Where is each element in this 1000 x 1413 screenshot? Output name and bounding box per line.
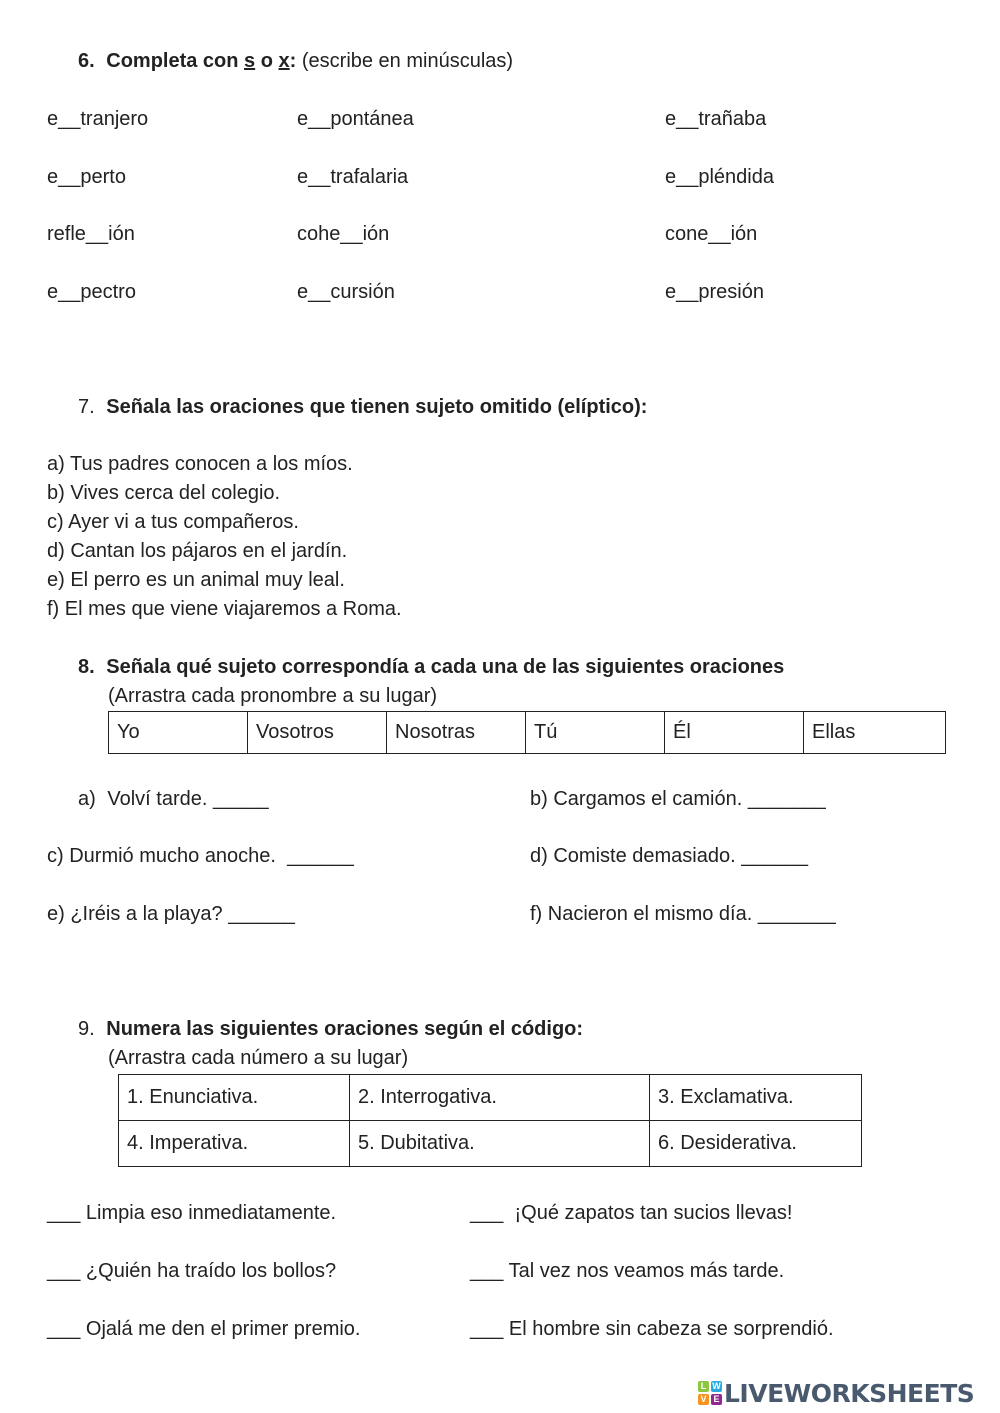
pronoun-tu[interactable]: Tú [526,712,665,754]
q8-sentence-d[interactable]: d) Comiste demasiado. ______ [530,845,808,867]
pronoun-el[interactable]: Él [665,712,804,754]
q8-title: Señala qué sujeto correspondía a cada una de las siguientes oraciones [106,656,785,678]
q6-title-part: Completa con [106,50,245,72]
q7-heading [78,395,647,419]
q8-number: 8. [78,656,95,678]
pronoun-table [108,711,946,754]
q8-sentence-a-marker: a) [78,788,96,810]
q7-option[interactable]: b) Vives cerca del colegio. [47,482,281,504]
q7-option[interactable]: a) Tus padres conocen a los míos. [47,453,353,475]
q6-word[interactable]: e__tranjero [47,108,149,130]
logo-tile: L [698,1381,709,1392]
q6-word[interactable]: refle__ión [47,223,135,245]
q6-word[interactable]: e__cursión [297,281,395,303]
code-table [118,1074,862,1167]
q9-title: Numera las siguientes oraciones según el código: [106,1018,584,1040]
liveworksheets-logo [698,1378,974,1408]
q6-word[interactable]: e__pontánea [297,108,414,130]
pronoun-yo[interactable]: Yo [109,712,248,754]
q6-word[interactable]: e__trañaba [665,108,767,130]
q8-sentence-c[interactable]: c) Durmió mucho anoche. ______ [47,845,354,867]
pronoun-ellas[interactable]: Ellas [804,712,946,754]
logo-text: LIVEWORKSHEETS [724,1378,975,1408]
q9-sentence[interactable]: ___ Ojalá me den el primer premio. [47,1318,361,1340]
q6-heading [78,49,513,73]
code-cell[interactable]: 5. Dubitativa. [350,1121,650,1167]
q6-title-s: s [244,50,256,72]
q9-sentence[interactable]: ___ ¿Quién ha traído los bollos? [47,1260,337,1282]
q9-sentence[interactable]: ___ El hombre sin cabeza se sorprendió. [470,1318,834,1340]
q6-word[interactable]: e__presión [665,281,764,303]
q9-heading [78,1017,583,1041]
q6-word[interactable]: cohe__ión [297,223,390,245]
q6-word[interactable]: e__pléndida [665,166,774,188]
q8-instruction: (Arrastra cada pronombre a su lugar) [108,685,438,707]
q7-title: Señala las oraciones que tienen sujeto omitido (elíptico): [106,396,648,418]
pronoun-vosotros[interactable]: Vosotros [248,712,387,754]
q8-sentence-a[interactable] [78,787,269,811]
q8-sentence-a-text: Volví tarde. _____ [107,788,269,810]
q8-sentence-e[interactable]: e) ¿Iréis a la playa? ______ [47,903,295,925]
q6-number: 6. [78,50,95,72]
logo-tile: W [712,1381,721,1391]
code-cell[interactable]: 4. Imperativa. [119,1121,350,1167]
q6-note: (escribe en minúsculas) [296,50,514,72]
q8-sentence-b[interactable]: b) Cargamos el camión. _______ [530,788,826,810]
q7-option[interactable]: c) Ayer vi a tus compañeros. [47,511,299,533]
pronoun-nosotras[interactable]: Nosotras [387,712,526,754]
logo-mark-icon [698,1381,722,1405]
q7-option[interactable]: e) El perro es un animal muy leal. [47,569,345,591]
q6-title-o: o [255,50,279,72]
q6-word[interactable]: cone__ión [665,223,758,245]
q9-sentence[interactable]: ___ ¡Qué zapatos tan sucios llevas! [470,1202,793,1224]
q9-sentence[interactable]: ___ Limpia eso inmediatamente. [47,1202,337,1224]
logo-tile: E [711,1394,722,1405]
code-cell[interactable]: 2. Interrogativa. [350,1075,650,1121]
q6-word[interactable]: e__pectro [47,281,136,303]
q6-title-x: x [278,50,290,72]
q9-number: 9. [78,1018,95,1040]
code-cell[interactable]: 1. Enunciativa. [119,1075,350,1121]
q8-heading [78,655,784,679]
code-cell[interactable]: 6. Desiderativa. [650,1121,862,1167]
q9-sentence[interactable]: ___ Tal vez nos veamos más tarde. [470,1260,785,1282]
logo-tile: V [698,1394,709,1405]
q8-sentence-f[interactable]: f) Nacieron el mismo día. _______ [530,903,836,925]
q6-word[interactable]: e__trafalaria [297,166,409,188]
q7-option[interactable]: d) Cantan los pájaros en el jardín. [47,540,348,562]
q9-instruction: (Arrastra cada número a su lugar) [108,1047,409,1069]
q6-word[interactable]: e__perto [47,166,126,188]
q6-title-colon: : [289,50,297,72]
q7-option[interactable]: f) El mes que viene viajaremos a Roma. [47,598,402,620]
code-cell[interactable]: 3. Exclamativa. [650,1075,862,1121]
q7-number: 7. [78,396,95,418]
